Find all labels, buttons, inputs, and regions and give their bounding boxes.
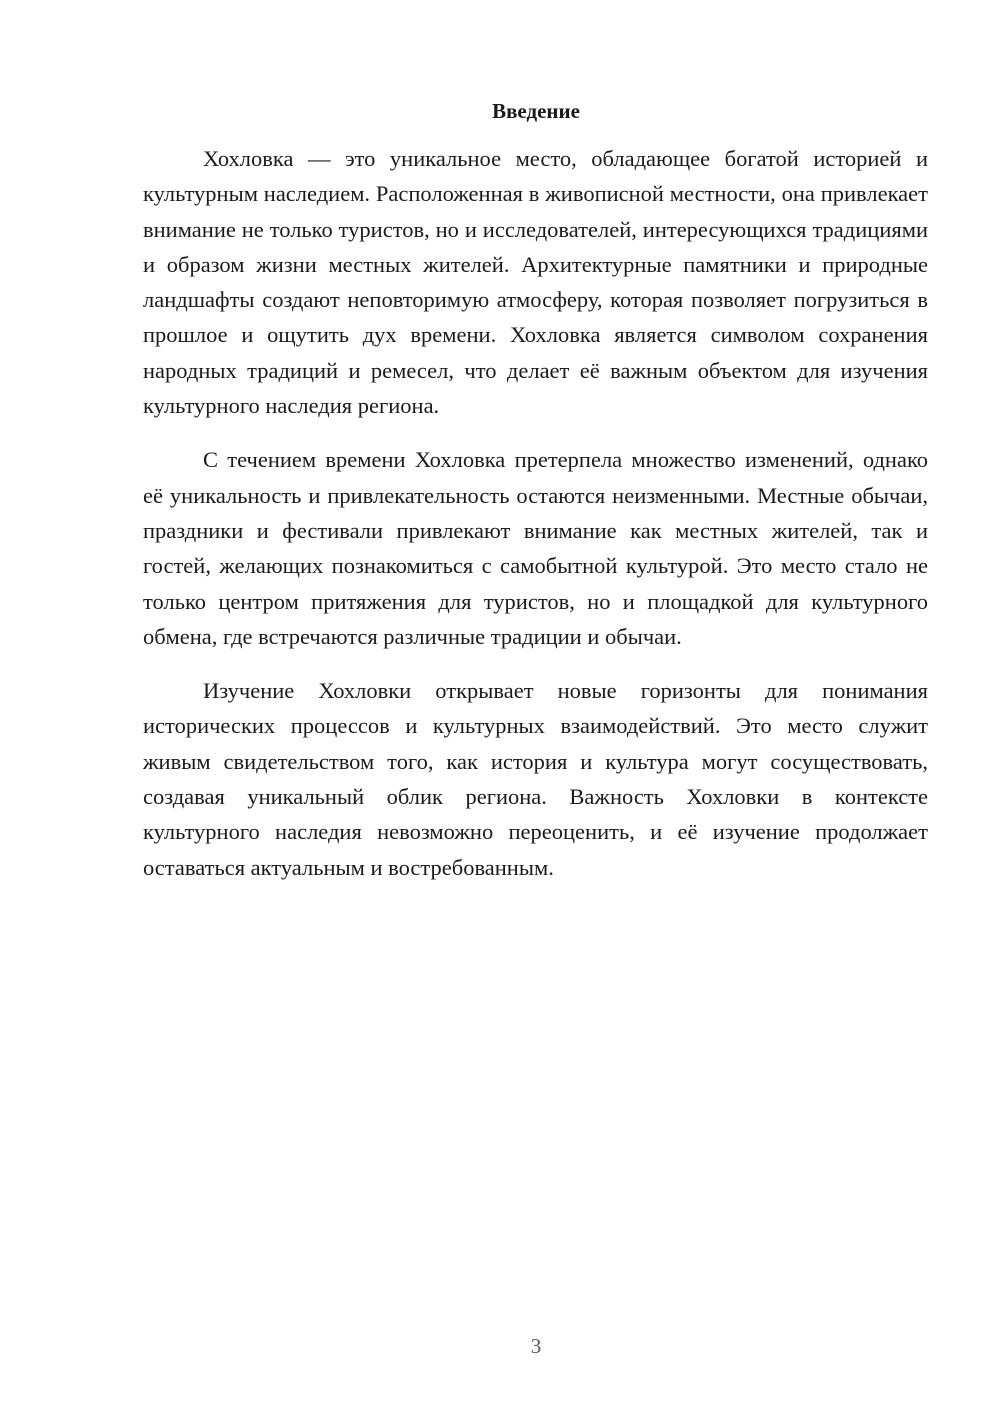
paragraph-3: Изучение Хохловки открывает новые горизонты для понимания исторических процессов и культурных взаимодействий. Это место служит живым свидетельством того, как история и культура могут сосуществовать, создавая уникальный облик региона. Важность Хохловки в контексте культурного наследия невозможно переоценить, и её изучение продолжает оставаться актуальным и востребованным. (143, 678, 928, 880)
section-heading: Введение (492, 99, 580, 123)
paragraph-2: С течением времени Хохловка претерпела множество изменений, однако её уникальность и привлекательность остаются неизменными. Местные обычаи, праздники и фестивали привлекают внимание как местных жителей, так и гостей, желающих познакомиться с самобытной культурой. Это место стало не только центром притяжения для туристов, но и площадкой для культурного обмена, где встречаются различные традиции и обычаи. (143, 447, 928, 649)
document-body (143, 141, 928, 904)
page-number: 3 (530, 1334, 542, 1358)
paragraph-1: Хохловка — это уникальное место, обладающее богатой историей и культурным наследием. Расположенная в живописной местности, она привлекает внимание не только туристов, но и исследователей, интересующихся традициями и образом жизни местных жителей. Архитектурные памятники и природные ландшафты создают неповторимую атмосферу, которая позволяет погрузиться в прошлое и ощутить дух времени. Хохловка является символом сохранения народных традиций и ремесел, что делает её важным объектом для изучения культурного наследия региона. (143, 146, 928, 419)
